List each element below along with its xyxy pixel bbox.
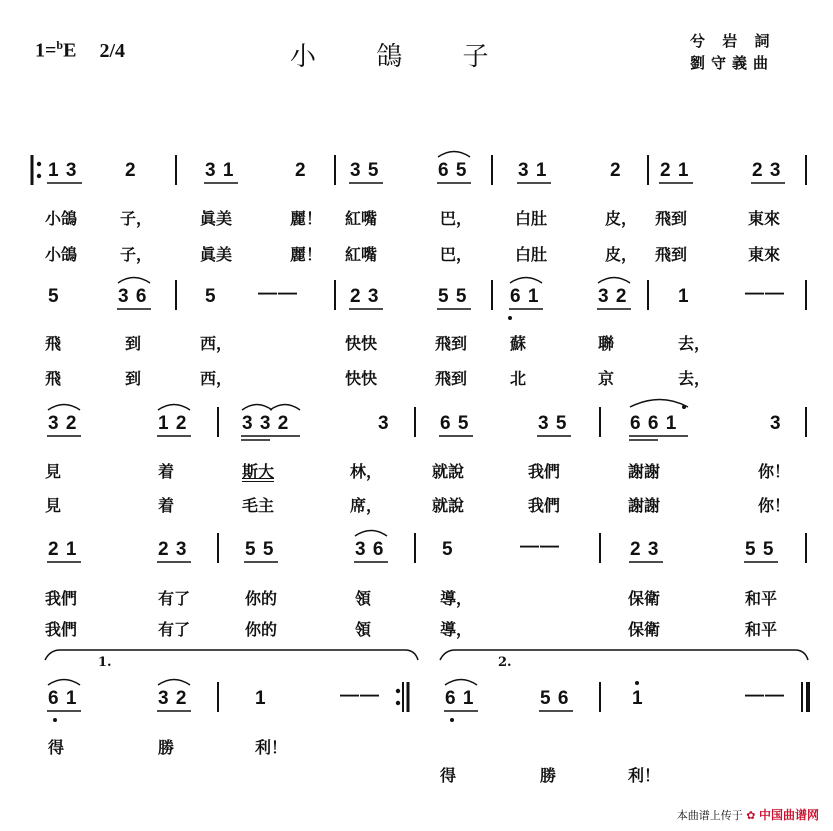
lyric: 快快 <box>345 369 378 388</box>
lyric: 飛到 <box>655 245 688 264</box>
lyric: 京 <box>598 369 615 388</box>
note-group: 3 1 <box>205 160 235 181</box>
note-group: 1 <box>678 286 690 307</box>
note-group: 3 5 <box>538 413 568 434</box>
lyric: 利！ <box>255 738 288 757</box>
lyric: 和平 <box>745 589 778 608</box>
lyric: 飛 <box>45 334 62 353</box>
lyric: 蘇 <box>510 334 527 353</box>
note-group: 3 6 <box>355 539 385 560</box>
lyric: 東來 <box>748 209 781 228</box>
lyric: 你！ <box>758 462 791 481</box>
lyric: 利！ <box>628 766 661 785</box>
lyric: 着 <box>158 496 175 515</box>
lyric: 你的 <box>245 589 278 608</box>
lyric: 皮， <box>605 209 638 228</box>
lyric: 小鴿 <box>45 209 78 228</box>
slur <box>48 680 80 686</box>
note-group: 3 2 <box>48 413 78 434</box>
note-group: 2 3 <box>630 539 660 560</box>
lyric: 毛主 <box>242 496 275 515</box>
note-group: 1 <box>255 688 267 709</box>
lyric: 有了 <box>158 589 191 608</box>
first-ending-bracket <box>45 650 418 660</box>
lyric: 小鴿 <box>45 245 78 264</box>
slur <box>438 152 470 158</box>
note-group: 5 <box>442 539 454 560</box>
lyric: 眞美 <box>200 209 233 228</box>
note-group: 3 2 <box>598 286 628 307</box>
lyric: 快快 <box>345 334 378 353</box>
note-group: 1 2 <box>158 413 188 434</box>
lyric: 你的 <box>245 620 278 639</box>
lyric: 巴， <box>440 209 473 228</box>
note-group: —— <box>745 685 785 706</box>
lyric: 導， <box>440 589 473 608</box>
lyric: 見 <box>45 496 62 515</box>
note-group: 6 6 1 <box>630 413 678 434</box>
note-group: 2 1 <box>48 539 78 560</box>
key-note: E <box>63 39 77 62</box>
slur <box>158 680 190 686</box>
lyric: 子， <box>120 209 153 228</box>
note-group: 6 1 <box>445 688 475 709</box>
lyric: 領 <box>355 589 372 608</box>
note-group: 2 <box>125 160 137 181</box>
lyric: 導， <box>440 620 473 639</box>
note-group: 5 5 <box>438 286 468 307</box>
lyric: 得 <box>48 738 65 757</box>
note-group: 6 5 <box>440 413 470 434</box>
lyric: 見 <box>45 462 62 481</box>
note-group: 1 3 <box>48 160 78 181</box>
lyric: 謝謝 <box>628 496 661 515</box>
lyric: 保衛 <box>628 589 661 608</box>
note-group: 3 <box>378 413 390 434</box>
note-group: 3 3 2 <box>242 413 290 434</box>
time-signature: 2/4 <box>99 39 125 62</box>
slur <box>158 405 190 411</box>
note-group: 2 <box>610 160 622 181</box>
note-group: 3 1 <box>518 160 548 181</box>
slur <box>630 400 688 408</box>
note-group: 5 6 <box>540 688 570 709</box>
composer-credit: 劉守義曲 <box>690 54 775 72</box>
lyric: 巴， <box>440 245 473 264</box>
lyric: 紅嘴 <box>345 245 378 264</box>
second-ending-bracket <box>440 650 808 660</box>
lyric: 紅嘴 <box>345 209 378 228</box>
lyric: 白肚 <box>515 245 548 264</box>
site-name: 中国曲谱网 <box>758 808 819 822</box>
slur <box>598 278 630 284</box>
note-group: 5 5 <box>745 539 775 560</box>
lyric: 和平 <box>745 620 778 639</box>
note-group: 2 3 <box>350 286 380 307</box>
lyric: 到 <box>125 369 142 388</box>
note-group: 2 <box>295 160 307 181</box>
lyric: 西， <box>200 369 233 388</box>
key-flat: b <box>56 38 64 52</box>
lyric: 就說 <box>432 496 465 515</box>
slur <box>242 405 272 411</box>
lyric: 東來 <box>748 245 781 264</box>
note-group: 3 6 <box>118 286 148 307</box>
lyric: 謝謝 <box>628 462 661 481</box>
note-group: 5 5 <box>245 539 275 560</box>
lyric: 到 <box>125 334 142 353</box>
song-title: 小 鴿 子 <box>290 42 515 72</box>
note-group: —— <box>520 536 560 557</box>
note-group: —— <box>258 283 298 304</box>
slur <box>355 531 387 537</box>
lyric: 我們 <box>45 589 78 608</box>
lyric: 北 <box>510 369 527 388</box>
lyric: 保衛 <box>628 620 661 639</box>
lyric: 麗！ <box>290 209 323 228</box>
lyric: 席， <box>350 496 383 515</box>
note-group: 6 1 <box>510 286 540 307</box>
second-ending-label: 2. <box>498 655 512 670</box>
lyric: 去， <box>678 334 711 353</box>
lyric: 飛到 <box>435 369 468 388</box>
note-group: 5 <box>48 286 60 307</box>
lyric: 聯 <box>598 334 615 353</box>
site-logo-icon: ✿ <box>746 809 756 822</box>
first-ending-label: 1. <box>98 655 112 670</box>
lyric: 就說 <box>432 462 465 481</box>
slur <box>48 405 80 411</box>
lyric: 勝 <box>540 766 557 785</box>
slur <box>118 278 150 284</box>
lyric: 我們 <box>528 462 561 481</box>
lyric: 飛 <box>45 369 62 388</box>
lyric: 眞美 <box>200 245 233 264</box>
upload-text: 本曲谱上传于 <box>676 809 743 822</box>
note-group: 2 1 <box>660 160 690 181</box>
slur <box>445 680 477 686</box>
note-group: 3 5 <box>350 160 380 181</box>
note-group: 5 <box>205 286 217 307</box>
lyric: 我們 <box>528 496 561 515</box>
lyric: 飛到 <box>655 209 688 228</box>
note-group: 6 1 <box>48 688 78 709</box>
lyric: 白肚 <box>515 209 548 228</box>
lyricist-credit: 兮 岩 詞 <box>690 32 776 50</box>
slur <box>510 278 542 284</box>
lyric: 斯大 <box>242 462 275 481</box>
note-group: —— <box>340 685 380 706</box>
lyric: 子， <box>120 245 153 264</box>
note-group: 6 5 <box>438 160 468 181</box>
key-prefix: 1= <box>35 39 57 62</box>
lyric: 勝 <box>158 738 175 757</box>
slur <box>270 405 300 411</box>
lyric: 麗！ <box>290 245 323 264</box>
lyric: 林， <box>350 462 383 481</box>
lyric: 得 <box>440 766 457 785</box>
note-group: 2 3 <box>158 539 188 560</box>
note-group: 3 <box>770 413 782 434</box>
lyric: 領 <box>355 620 372 639</box>
note-group: —— <box>745 283 785 304</box>
lyric: 去， <box>678 369 711 388</box>
lyric: 飛到 <box>435 334 468 353</box>
lyric: 西， <box>200 334 233 353</box>
lyric: 有了 <box>158 620 191 639</box>
lyric: 我們 <box>45 620 78 639</box>
lyric: 着 <box>158 462 175 481</box>
note-group: 2 3 <box>752 160 782 181</box>
lyric: 你！ <box>758 496 791 515</box>
note-group: 1 <box>632 688 644 709</box>
lyric: 皮， <box>605 245 638 264</box>
note-group: 3 2 <box>158 688 188 709</box>
